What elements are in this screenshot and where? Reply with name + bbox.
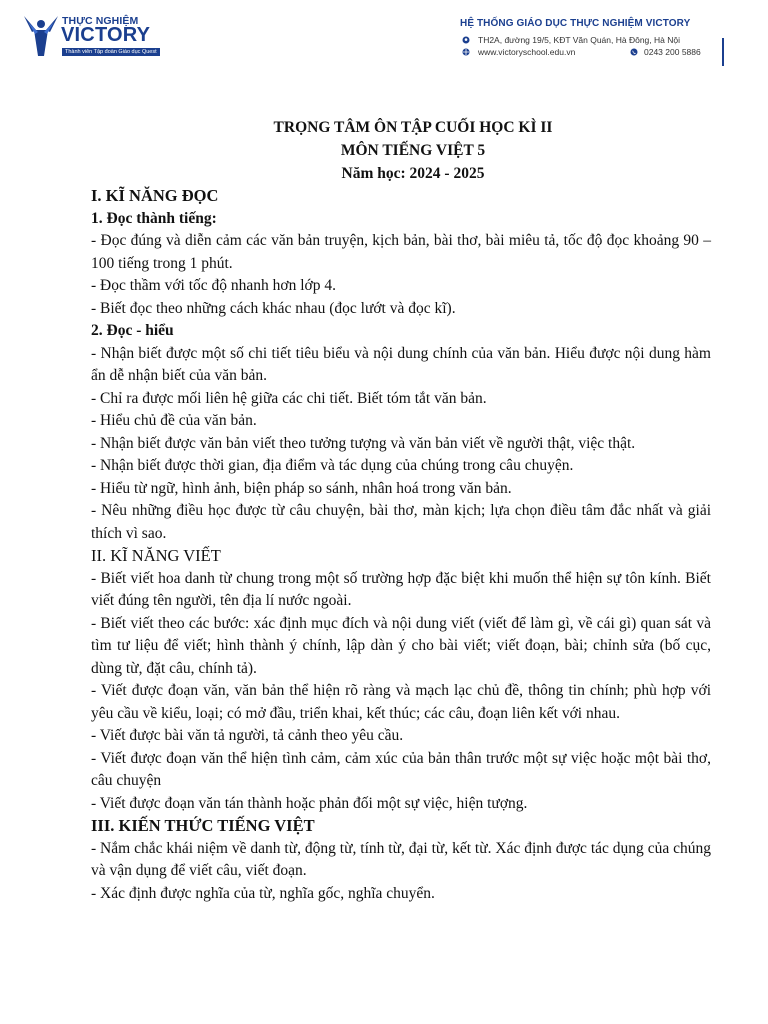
list-item: - Xác định được nghĩa của từ, nghĩa gốc, nghĩa chuyển. [91, 884, 435, 902]
brand-main-text: VICTORY [61, 24, 151, 46]
list-item: - Đọc đúng và diễn cảm các văn bản truyện, kịch bản, bài thơ, bài miêu tả, tốc độ đọc khoảng 90 – 100 tiếng trong 1 phút. [91, 232, 711, 272]
subsection-heading-read-aloud: 1. Đọc thành tiếng: [91, 209, 217, 227]
web-phone-line [460, 46, 760, 58]
list-item: - Biết viết hoa danh từ chung trong một số trường hợp đặc biệt khi muốn thể hiện sự tôn kính. Biết viết đúng tên người, tên địa lí nước ngoài. [91, 569, 711, 609]
list-item: - Biết viết theo các bước: xác định mục đích và nội dung viết (viết để làm gì, về cái gì) quan sát và tìm tư liệu để viết; hình thành ý chính, lập dàn ý cho bài viết; viết đoạn, bài; chỉnh sửa (bố cục, dùng từ, đặt câu, chính tả). [91, 614, 711, 677]
location-icon [462, 36, 470, 44]
list-item: - Đọc thầm với tốc độ nhanh hơn lớp 4. [91, 277, 336, 294]
list-item: - Viết được đoạn văn tán thành hoặc phản đối một sự việc, hiện tượng. [91, 794, 528, 812]
list-item: - Nhận biết được một số chi tiết tiêu biểu và nội dung chính của văn bản. Hiểu được nội dung hàm ẩn dễ nhận biết của văn bản. [91, 344, 711, 384]
brand-slogan: Thành viên Tập đoàn Giáo dục Quest [62, 48, 160, 56]
section-heading-vietnamese-knowledge: III. KIẾN THỨC TIẾNG VIỆT [91, 816, 315, 835]
list-item: - Nắm chắc khái niệm về danh từ, động từ, tính từ, đại từ, kết từ. Xác định được tác dụng của chúng và vận dụng để viết câu, viết đoạn. [91, 839, 711, 879]
section-heading-writing: II. KĨ NĂNG VIẾT [91, 546, 221, 565]
list-item: - Nêu những điều học được từ câu chuyện, bài thơ, màn kịch; lựa chọn điều tâm đắc nhất và giải thích vì sao. [91, 502, 711, 542]
address-text: TH2A, đường 19/5, KĐT Văn Quán, Hà Đông, Hà Nội [478, 35, 680, 45]
brand-top-text: THỰC NGHIỆM [62, 15, 139, 27]
contact-block [460, 18, 760, 58]
list-item: - Viết được bài văn tả người, tả cảnh theo yêu cầu. [91, 727, 404, 744]
doc-title-line1: TRỌNG TÂM ÔN TẬP CUỐI HỌC KÌ II [273, 119, 553, 136]
address-line [460, 34, 760, 46]
phone-icon [630, 48, 638, 56]
school-logo [22, 12, 157, 62]
list-item: - Biết đọc theo những cách khác nhau (đọc lướt và đọc kĩ). [91, 299, 456, 317]
website-link[interactable]: www.victoryschool.edu.vn [478, 47, 576, 57]
victory-emblem-icon [22, 12, 60, 60]
header-divider [722, 38, 724, 66]
subsection-heading-comprehension: 2. Đọc - hiểu [91, 322, 174, 339]
list-item: - Viết được đoạn văn, văn bản thể hiện rõ ràng và mạch lạc chủ đề, thông tin chính; phù hợp với yêu cầu về kiểu, loại; có mở đầu, triển khai, kết thúc; các câu, đoạn liên kết với nhau. [91, 682, 711, 722]
phone-text: 0243 200 5886 [644, 47, 701, 57]
list-item: - Hiểu từ ngữ, hình ảnh, biện pháp so sánh, nhân hoá trong văn bản. [91, 479, 512, 497]
list-item: - Hiểu chủ đề của văn bản. [91, 412, 257, 429]
phone-group [630, 46, 701, 58]
list-item: - Nhận biết được văn bản viết theo tưởng tượng và văn bản viết về người thật, việc thật. [91, 434, 636, 452]
system-name: HỆ THỐNG GIÁO DỤC THỰC NGHIỆM VICTORY [460, 18, 691, 29]
globe-icon [462, 48, 470, 56]
doc-title-line3: Năm học: 2024 - 2025 [341, 165, 485, 182]
section-heading-reading: I. KĨ NĂNG ĐỌC [91, 186, 219, 205]
list-item: - Chỉ ra được mối liên hệ giữa các chi tiết. Biết tóm tắt văn bản. [91, 389, 487, 407]
doc-title-line2: MÔN TIẾNG VIỆT 5 [340, 142, 486, 159]
list-item: - Viết được đoạn văn thể hiện tình cảm, cảm xúc của bản thân trước một sự việc hoặc một bài thơ, câu chuyện [91, 749, 711, 789]
document-body [91, 116, 711, 905]
page-header [0, 0, 768, 90]
list-item: - Nhận biết được thời gian, địa điểm và tác dụng của chúng trong câu chuyện. [91, 457, 574, 474]
